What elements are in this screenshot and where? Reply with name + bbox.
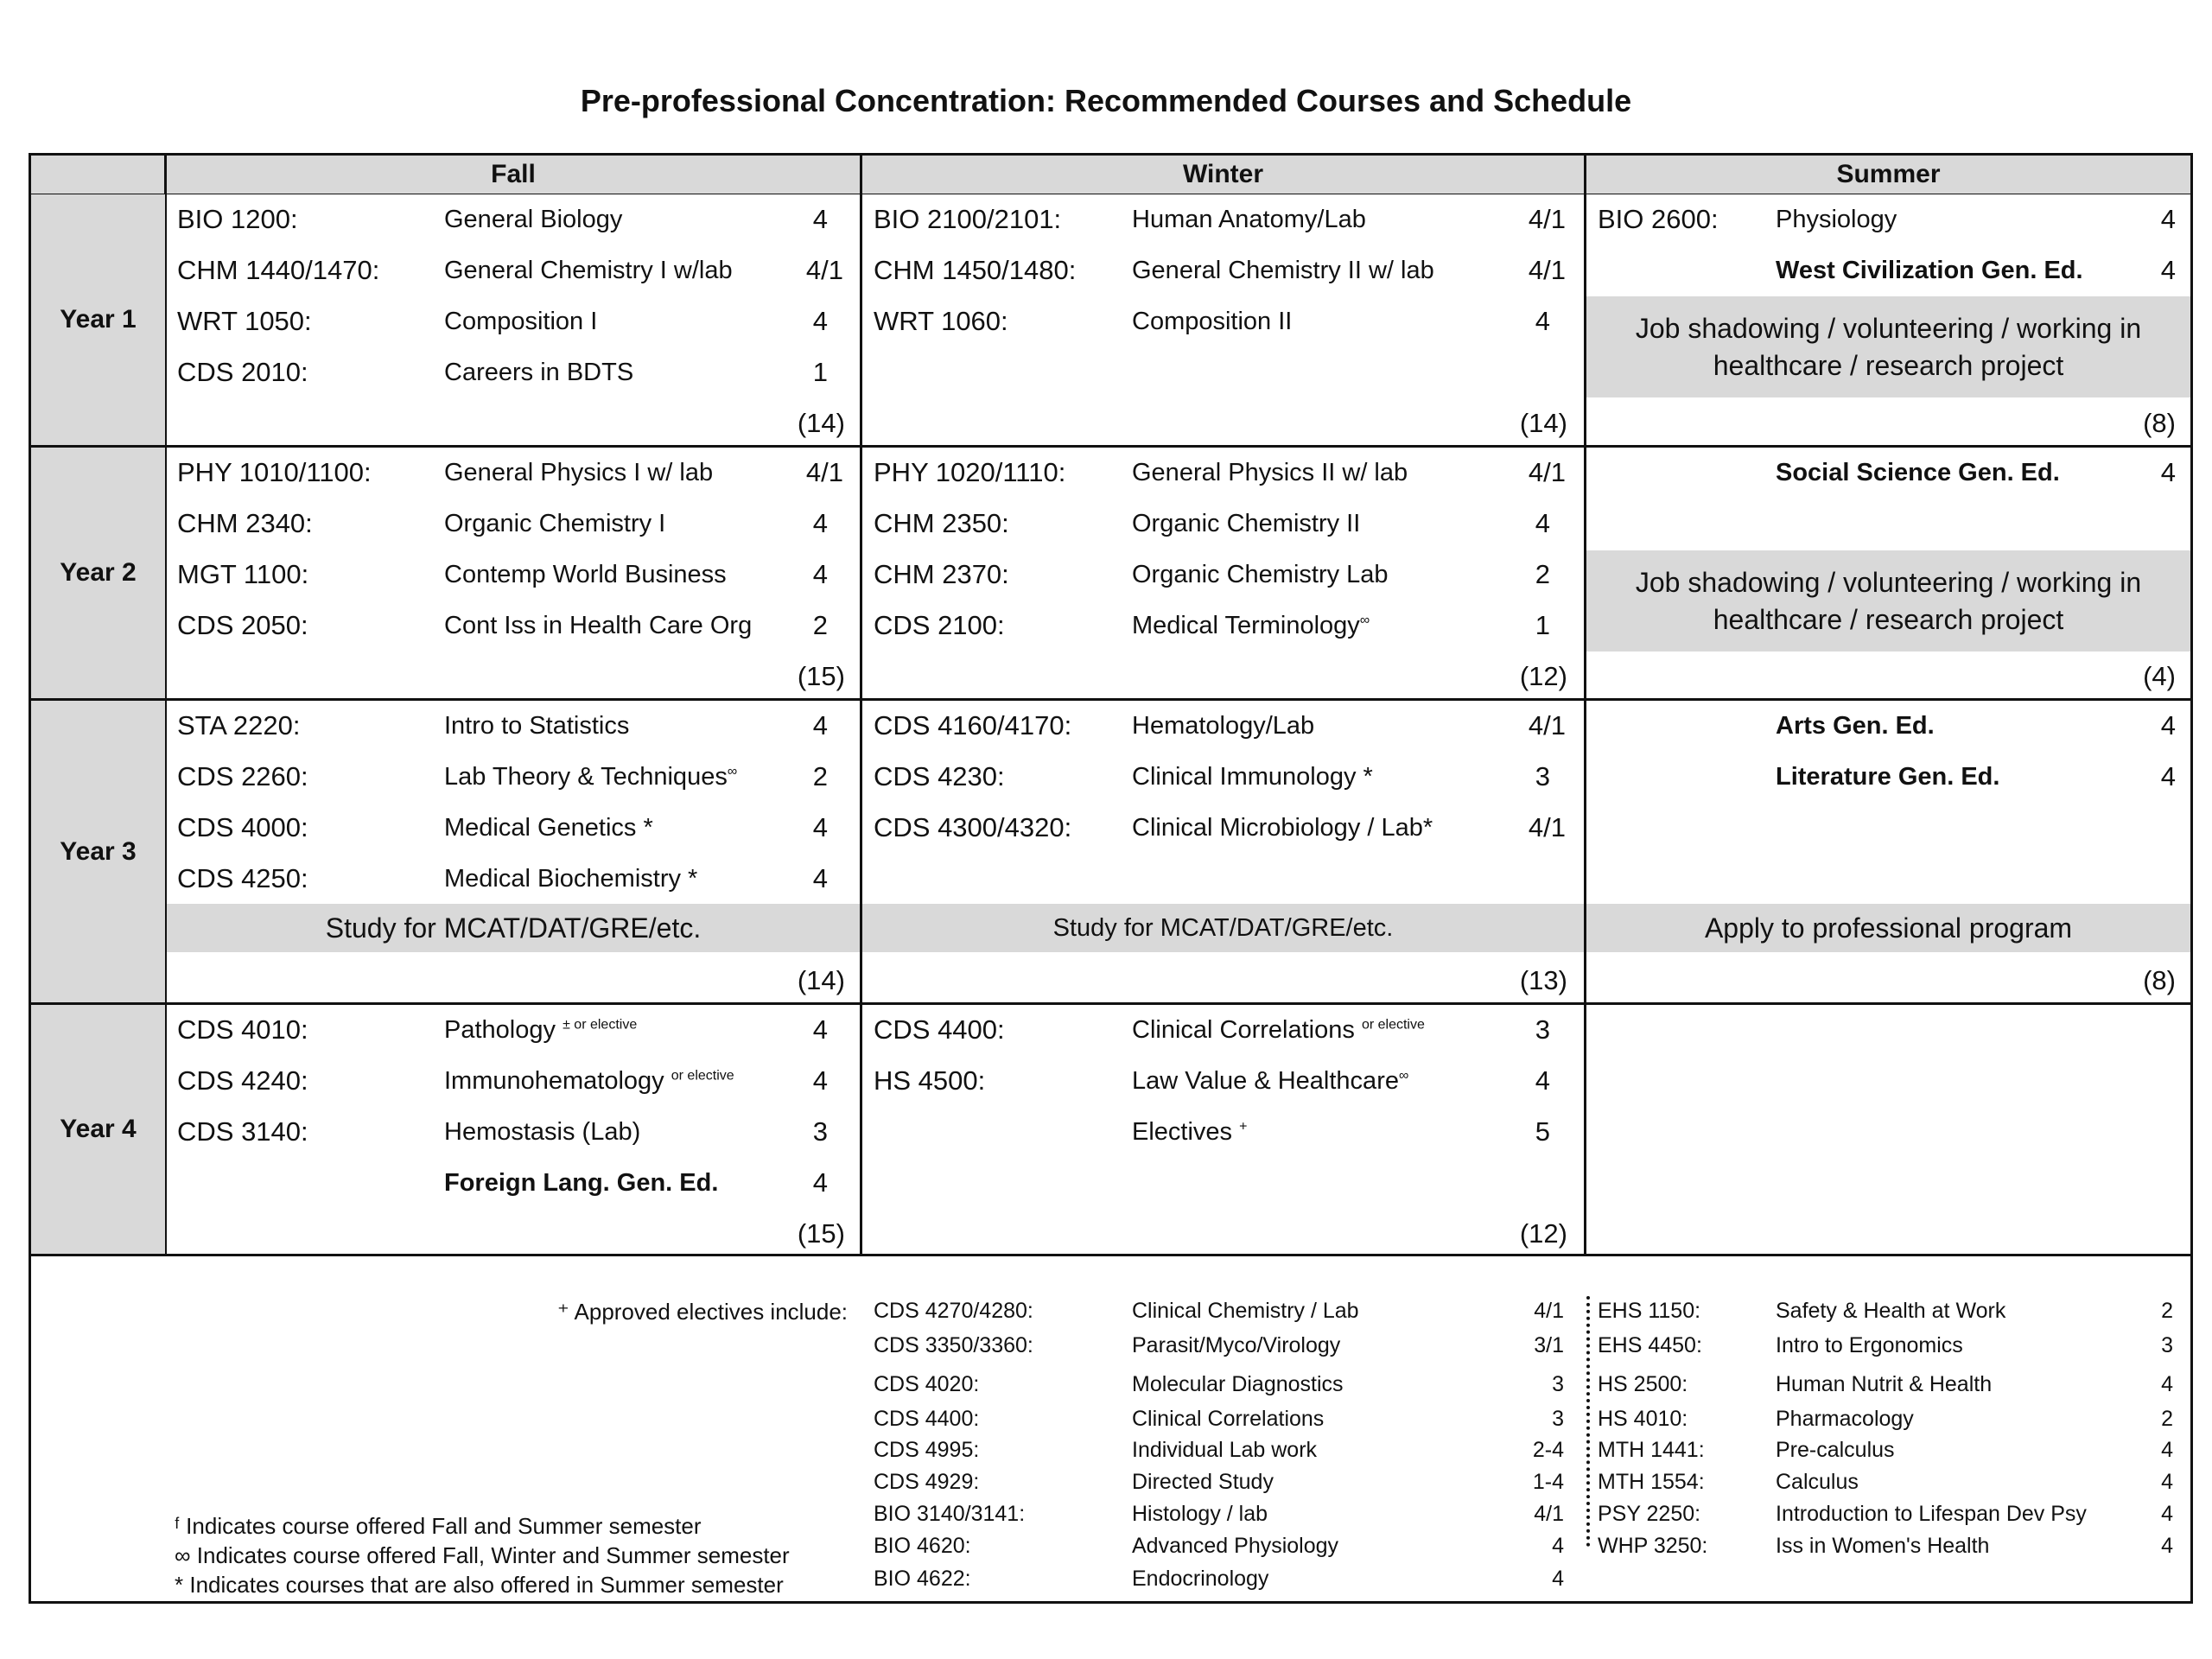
elective-code: WHP 3250:	[1598, 1534, 1708, 1558]
elective-name: Human Nutrit & Health	[1776, 1372, 1993, 1396]
course-credits: 4/1	[1528, 457, 1566, 487]
apply-band: Apply to professional program	[1586, 904, 2190, 952]
course-credits: 3	[812, 1116, 828, 1147]
elective-credits: 1-4	[1532, 1470, 1564, 1494]
course-credits: 2	[812, 761, 828, 791]
course-code: CDS 4400:	[874, 1014, 1005, 1045]
term-total: (8)	[2143, 965, 2176, 995]
elective-name: Intro to Ergonomics	[1776, 1333, 1963, 1357]
header-fall: Fall	[167, 156, 860, 194]
elective-credits: 4	[2161, 1372, 2173, 1396]
elective-credits: 4	[2161, 1438, 2173, 1462]
offering-marker: ± or elective	[563, 1017, 638, 1033]
course-name: Pathology $^{\pm or elective}$	[444, 1016, 638, 1044]
course-credits: 4	[2160, 255, 2176, 285]
course-credits: 4/1	[1528, 204, 1566, 234]
course-credits: 4	[812, 559, 828, 589]
summer-activity-band: Job shadowing / volunteering / working in healthcare / research project	[1586, 550, 2190, 652]
elective-name: Parasit/Myco/Virology	[1132, 1333, 1341, 1357]
course-credits: 4	[812, 1065, 828, 1096]
course-credits: 4	[812, 306, 828, 336]
elective-credits: 3	[1552, 1407, 1564, 1431]
electives-label: ⁺ Approved electives include:	[557, 1299, 849, 1325]
course-code: CDS 3140:	[177, 1116, 308, 1147]
column-separator	[1586, 1296, 1590, 1547]
divider	[29, 445, 2193, 448]
offering-marker: or elective	[671, 1068, 734, 1084]
course-name: Contemp World Business	[444, 561, 727, 588]
course-code: CDS 4230:	[874, 761, 1005, 791]
offering-marker: ∞	[1398, 1068, 1409, 1084]
course-name: Composition I	[444, 308, 598, 335]
course-name: Medical Genetics *	[444, 814, 653, 842]
course-name: Foreign Lang. Gen. Ed.	[444, 1169, 719, 1197]
elective-credits: 2	[2161, 1407, 2173, 1431]
elective-credits: 4	[2161, 1502, 2173, 1526]
course-code: CDS 2100:	[874, 610, 1005, 640]
elective-code: HS 4010:	[1598, 1407, 1688, 1431]
term-total: (8)	[2143, 408, 2176, 438]
course-credits: 3	[1535, 1014, 1550, 1045]
elective-code: PSY 2250:	[1598, 1502, 1701, 1526]
elective-credits: 2	[2161, 1299, 2173, 1323]
elective-name: Pharmacology	[1776, 1407, 1914, 1431]
elective-code: EHS 4450:	[1598, 1333, 1702, 1357]
elective-code: BIO 4622:	[874, 1567, 971, 1591]
course-name: Arts Gen. Ed.	[1776, 712, 1935, 740]
course-credits: 4	[812, 812, 828, 842]
elective-credits: 4	[2161, 1534, 2173, 1558]
elective-code: CDS 4995:	[874, 1438, 980, 1462]
elective-name: Iss in Women's Health	[1776, 1534, 1990, 1558]
course-name: Lab Theory & Techniques∞	[444, 763, 738, 791]
course-name: Human Anatomy/Lab	[1132, 206, 1366, 233]
course-code: CHM 1450/1480:	[874, 255, 1077, 285]
course-name: Hemostasis (Lab)	[444, 1118, 641, 1146]
course-credits: 4	[2160, 204, 2176, 234]
offering-marker: or elective	[1361, 1017, 1425, 1033]
elective-name: Endocrinology	[1132, 1567, 1269, 1591]
elective-credits: 4/1	[1534, 1502, 1564, 1526]
course-name: Cont Iss in Health Care Org	[444, 612, 753, 639]
course-code: CDS 4240:	[177, 1065, 308, 1096]
course-credits: 4	[1535, 306, 1550, 336]
course-credits: 4	[812, 863, 828, 893]
page-title: Pre-professional Concentration: Recommended Courses and Schedule	[580, 83, 1632, 118]
term-total: (14)	[797, 965, 845, 995]
divider	[29, 698, 2193, 701]
term-total: (15)	[797, 661, 845, 691]
course-code: STA 2220:	[177, 710, 301, 741]
course-credits: 4	[812, 710, 828, 741]
elective-name: Clinical Correlations	[1132, 1407, 1325, 1431]
offering-marker: +	[1239, 1119, 1248, 1135]
course-credits: 4	[812, 508, 828, 538]
course-code: BIO 2100/2101:	[874, 204, 1062, 234]
elective-name: Calculus	[1776, 1470, 1859, 1494]
course-name: General Physics II w/ lab	[1132, 459, 1408, 486]
elective-credits: 3/1	[1534, 1333, 1564, 1357]
header-winter: Winter	[862, 156, 1584, 194]
footnote-all-semesters: ∞ Indicates course offered Fall, Winter and Summer semester	[175, 1542, 790, 1568]
term-total: (13)	[1519, 965, 1567, 995]
course-code: CDS 4250:	[177, 863, 308, 893]
course-name: General Physics I w/ lab	[444, 459, 714, 486]
course-code: WRT 1050:	[177, 306, 312, 336]
course-credits: 4/1	[805, 255, 843, 285]
course-code: HS 4500:	[874, 1065, 986, 1096]
study-band: Study for MCAT/DAT/GRE/etc.	[167, 904, 860, 952]
course-code: CHM 1440/1470:	[177, 255, 380, 285]
elective-credits: 4	[2161, 1470, 2173, 1494]
course-credits: 4	[1535, 508, 1550, 538]
elective-credits: 3	[1552, 1372, 1564, 1396]
header-summer: Summer	[1586, 156, 2190, 194]
header-blank	[31, 156, 164, 194]
elective-code: CDS 4400:	[874, 1407, 980, 1431]
course-code: PHY 1010/1100:	[177, 457, 372, 487]
term-total: (15)	[797, 1218, 845, 1249]
course-code: CHM 2340:	[177, 508, 313, 538]
course-name: Clinical Immunology *	[1132, 763, 1373, 791]
course-credits: 4/1	[1528, 710, 1566, 741]
elective-code: EHS 1150:	[1598, 1299, 1701, 1323]
course-name: Law Value & Healthcare∞	[1132, 1067, 1409, 1095]
elective-credits: 4/1	[1534, 1299, 1564, 1323]
course-code: PHY 1020/1110:	[874, 457, 1066, 487]
course-name: Medical Terminology∞	[1132, 612, 1370, 639]
course-code: BIO 2600:	[1598, 204, 1719, 234]
elective-name: Pre-calculus	[1776, 1438, 1895, 1462]
elective-name: Directed Study	[1132, 1470, 1274, 1494]
elective-code: BIO 3140/3141:	[874, 1502, 1026, 1526]
course-code: CDS 4160/4170:	[874, 710, 1072, 741]
course-credits: 3	[1535, 761, 1550, 791]
elective-code: CDS 3350/3360:	[874, 1333, 1033, 1357]
course-credits: 4	[2160, 761, 2176, 791]
term-total: (14)	[1519, 408, 1567, 438]
elective-code: CDS 4270/4280:	[874, 1299, 1033, 1323]
course-code: MGT 1100:	[177, 559, 309, 589]
course-credits: 4	[812, 1167, 828, 1198]
footnote-fall-summer: ᶠ Indicates course offered Fall and Summer semester	[175, 1513, 702, 1539]
elective-code: HS 2500:	[1598, 1372, 1688, 1396]
offering-marker: ∞	[727, 764, 738, 779]
elective-name: Clinical Chemistry / Lab	[1132, 1299, 1359, 1323]
divider	[29, 1002, 2193, 1005]
elective-code: MTH 1441:	[1598, 1438, 1705, 1462]
course-credits: 4	[2160, 457, 2176, 487]
course-name: West Civilization Gen. Ed.	[1776, 257, 2083, 284]
course-code: CDS 4300/4320:	[874, 812, 1072, 842]
course-code: CDS 2260:	[177, 761, 308, 791]
elective-code: CDS 4929:	[874, 1470, 980, 1494]
course-name: Organic Chemistry II	[1132, 510, 1361, 537]
elective-name: Advanced Physiology	[1132, 1534, 1339, 1558]
elective-credits: 4	[1552, 1534, 1564, 1558]
course-credits: 4/1	[1528, 812, 1566, 842]
course-name: Social Science Gen. Ed.	[1776, 459, 2060, 486]
elective-name: Molecular Diagnostics	[1132, 1372, 1344, 1396]
elective-name: Histology / lab	[1132, 1502, 1268, 1526]
divider	[860, 153, 862, 1256]
course-credits: 4	[812, 204, 828, 234]
year-4-label: Year 4	[31, 1005, 165, 1254]
course-code: BIO 1200:	[177, 204, 298, 234]
term-total: (12)	[1519, 1218, 1567, 1249]
elective-credits: 3	[2161, 1333, 2173, 1357]
course-credits: 4	[1535, 1065, 1550, 1096]
elective-credits: 4	[1552, 1567, 1564, 1591]
course-code: CDS 2010:	[177, 357, 308, 387]
course-credits: 4/1	[805, 457, 843, 487]
course-name: Careers in BDTS	[444, 359, 634, 386]
course-name: Hematology/Lab	[1132, 712, 1315, 740]
course-code: CHM 2370:	[874, 559, 1009, 589]
course-name: General Biology	[444, 206, 623, 233]
course-name: Literature Gen. Ed.	[1776, 763, 2000, 791]
course-credits: 2	[812, 610, 828, 640]
footnote-summer: * Indicates courses that are also offered in Summer semester	[175, 1572, 784, 1598]
course-credits: 2	[1535, 559, 1550, 589]
course-credits: 4/1	[1528, 255, 1566, 285]
elective-name: Individual Lab work	[1132, 1438, 1318, 1462]
course-code: CDS 4010:	[177, 1014, 308, 1045]
course-code: CDS 2050:	[177, 610, 308, 640]
term-total: (12)	[1519, 661, 1567, 691]
elective-name: Introduction to Lifespan Dev Psy	[1776, 1502, 2087, 1526]
course-credits: 4	[812, 1014, 828, 1045]
course-name: Immunohematology $^{or elective}$	[444, 1067, 734, 1095]
course-name: Electives +	[1132, 1118, 1248, 1146]
course-credits: 1	[812, 357, 828, 387]
course-name: Organic Chemistry I	[444, 510, 666, 537]
year-3-label: Year 3	[31, 701, 165, 1002]
term-total: (4)	[2143, 661, 2176, 691]
course-name: Clinical Microbiology / Lab*	[1132, 814, 1433, 842]
course-name: Medical Biochemistry *	[444, 865, 698, 893]
course-name: Composition II	[1132, 308, 1293, 335]
elective-code: MTH 1554:	[1598, 1470, 1705, 1494]
course-name: Intro to Statistics	[444, 712, 630, 740]
course-credits: 5	[1535, 1116, 1550, 1147]
term-total: (14)	[797, 408, 845, 438]
elective-code: BIO 4620:	[874, 1534, 971, 1558]
course-code: CHM 2350:	[874, 508, 1009, 538]
elective-credits: 2-4	[1532, 1438, 1564, 1462]
elective-name: Safety & Health at Work	[1776, 1299, 2006, 1323]
study-band: Study for MCAT/DAT/GRE/etc.	[862, 904, 1584, 952]
course-name: General Chemistry II w/ lab	[1132, 257, 1434, 284]
course-code: WRT 1060:	[874, 306, 1008, 336]
course-credits: 1	[1535, 610, 1550, 640]
summer-activity-band: Job shadowing / volunteering / working in healthcare / research project	[1586, 296, 2190, 397]
course-name: Clinical Correlations $^{or elective}$	[1132, 1016, 1425, 1044]
year-2-label: Year 2	[31, 448, 165, 698]
course-credits: 4	[2160, 710, 2176, 741]
course-name: Organic Chemistry Lab	[1132, 561, 1389, 588]
course-code: CDS 4000:	[177, 812, 308, 842]
course-name: General Chemistry I w/lab	[444, 257, 733, 284]
offering-marker: ∞	[1359, 613, 1370, 628]
year-1-label: Year 1	[31, 194, 165, 445]
course-name: Physiology	[1776, 206, 1897, 233]
elective-code: CDS 4020:	[874, 1372, 980, 1396]
